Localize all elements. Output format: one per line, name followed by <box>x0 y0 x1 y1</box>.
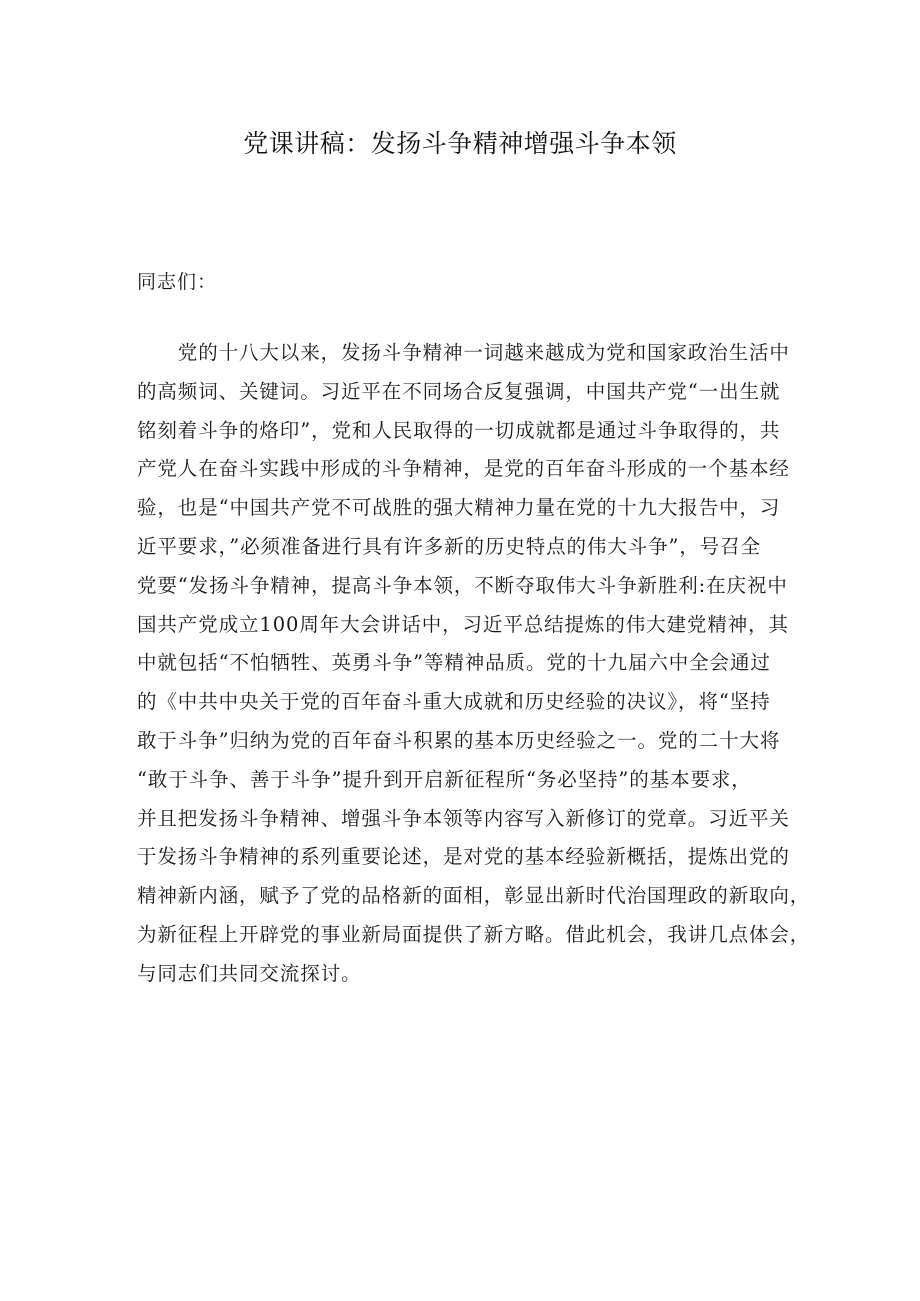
paragraph-line: 敢于斗争”归纳为党的百年奋斗积累的基本历史经验之一。党的二十大将 <box>137 728 781 752</box>
paragraph-line: 产党人在奋斗实践中形成的斗争精神，是党的百年奋斗形成的一个基本经 <box>137 457 790 481</box>
paragraph-line: 近平要求，”必须准备进行具有许多新的历史特点的伟大斗争”，号召全 <box>137 534 761 558</box>
paragraph-line: 精神新内涵，赋予了党的品格新的面相，彰显出新时代治国理政的新取向， <box>137 884 811 908</box>
document-title: 党课讲稿：发扬斗争精神增强斗争本领 <box>243 129 677 158</box>
paragraph-line: 中就包括“不怕牺牲、英勇斗争”等精神品质。党的十九届六中全会通过 <box>137 651 771 675</box>
paragraph-line: 验，也是“中国共产党不可战胜的强大精神力量在党的十九大报告中，习 <box>137 496 781 520</box>
paragraph-line: 党要“发扬斗争精神，提高斗争本领，不断夺取伟大斗争新胜利:在庆祝中 <box>137 573 788 597</box>
paragraph-line: “敢于斗争、善于斗争”提升到开启新征程所“务必坚持”的基本要求， <box>137 767 752 791</box>
paragraph-line: 并且把发扬斗争精神、增强斗争本领等内容写入新修订的党章。习近平关 <box>137 806 790 830</box>
body-paragraph <box>137 334 811 994</box>
paragraph-line: 铭刻着斗争的烙印”，党和人民取得的一切成就都是通过斗争取得的，共 <box>137 418 781 442</box>
paragraph-line: 的《中共中央关于党的百年奋斗重大成就和历史经验的决议》，将“坚持 <box>137 690 771 714</box>
paragraph-line: 党的十八大以来，发扬斗争精神一词越来越成为党和国家政治生活中 <box>137 341 790 364</box>
paragraph-line: 于发扬斗争精神的系列重要论述，是对党的基本经验新概括，提炼出党的 <box>137 845 790 869</box>
salutation: 同志们： <box>137 271 218 293</box>
paragraph-line: 的高频词、关键词。习近平在不同场合反复强调，中国共产党“一出生就 <box>137 379 781 403</box>
paragraph-line: 为新征程上开辟党的事业新局面提供了新方略。借此机会，我讲几点体会， <box>137 922 811 946</box>
paragraph-line: 国共产党成立100周年大会讲话中，习近平总结提炼的伟大建党精神，其 <box>137 612 789 636</box>
paragraph-line: 与同志们共同交流探讨。 <box>137 961 362 985</box>
